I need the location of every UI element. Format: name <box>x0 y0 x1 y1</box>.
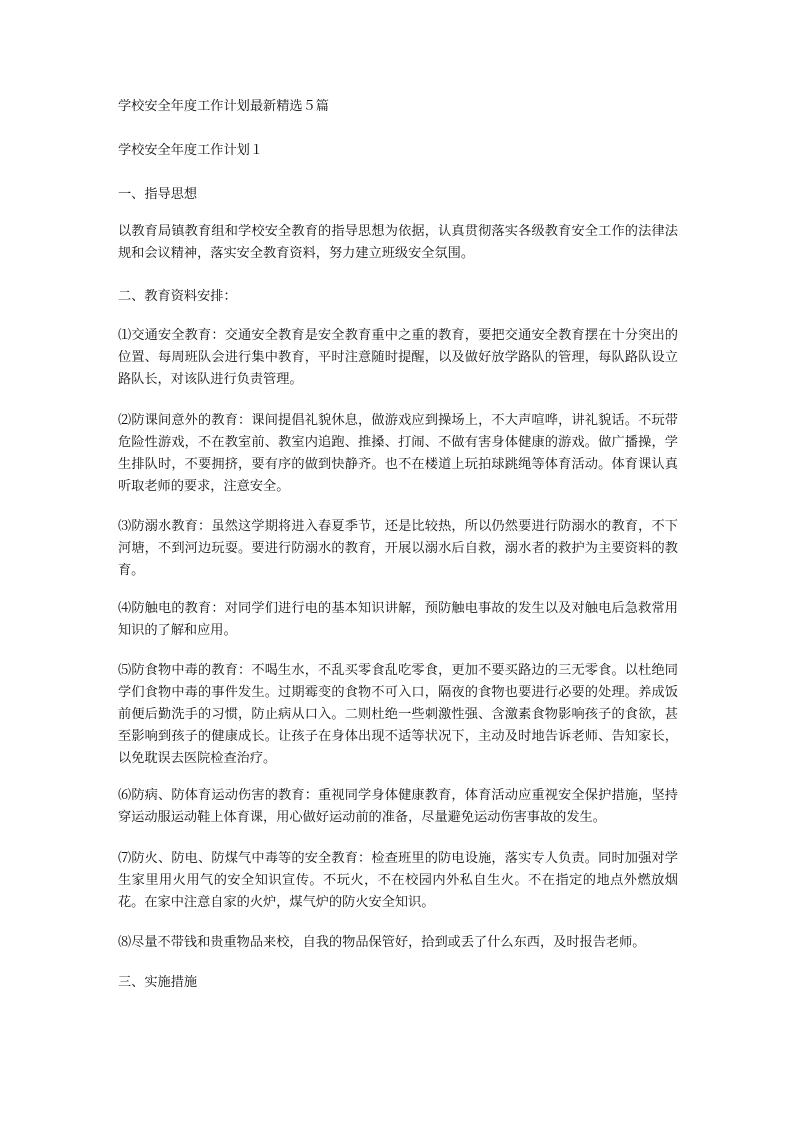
plan-subtitle: 学校安全年度工作计划１ <box>118 143 264 158</box>
item-food-poisoning: ⑸防食物中毒的教育：不喝生水，不乱买零食乱吃零食，更加不要买路边的三无零食。以杜绝同学们食物中毒的事件发生。过期霉变的食物不可入口，隔夜的食物也要进行必要的处理。养成饭前便后勤洗手的习惯，防止病从口入。二则杜绝一些刺激性强、含激素食物影响孩子的食欲，甚至影响到孩子的健康成长。让孩子在身体出现不适等状况下，主动及时地告诉老师、告知家长，以免耽误去医院检查治疗。 <box>118 663 678 766</box>
item-traffic-safety: ⑴交通安全教育：交通安全教育是安全教育重中之重的教育，要把交通安全教育摆在十分突出的位置、每周班队会进行集中教育，平时注意随时提醒，以及做好放学路队的管理，每队路队设立路队长，对该队进行负责管理。 <box>118 328 678 387</box>
section-heading-guiding: 一、指导思想 <box>118 187 198 202</box>
section-heading-content: 二、教育资料安排： <box>118 289 237 304</box>
section-heading-measures: 三、实施措施 <box>118 975 198 990</box>
item-break-accident: ⑵防课间意外的教育：课间提倡礼貌休息，做游戏应到操场上，不大声喧哗，讲礼貌话。不玩带危险性游戏，不在教室前、教室内追跑、推搡、打闹、不做有害身体健康的游戏。做广播操，学生排队时，不要拥挤，要有序的做到快静齐。也不在楼道上玩拍球跳绳等体育活动。体育课认真听取老师的要求，注意安全。 <box>118 413 678 494</box>
item-drowning: ⑶防溺水教育：虽然这学期将进入春夏季节，还是比较热，所以仍然要进行防溺水的教育，不下河塘，不到河边玩耍。要进行防溺水的教育，开展以溺水后自救，溺水者的救护为主要资料的教育。 <box>118 519 678 578</box>
item-electric-shock: ⑷防触电的教育：对同学们进行电的基本知识讲解，预防触电事故的发生以及对触电后急救常用知识的了解和应用。 <box>118 601 678 638</box>
item-fire-safety: ⑺防火、防电、防煤气中毒等的安全教育：检查班里的防电设施，落实专人负责。同时加强对学生家里用火用气的安全知识宣传。不玩火，不在校园内外私自生火。不在指定的地点外燃放烟花。在家中注意自家的火炉，煤气炉的防火安全知识。 <box>118 851 678 910</box>
item-valuables: ⑻尽量不带钱和贵重物品来校，自我的物品保管好，拾到或丢了什么东西，及时报告老师。 <box>118 935 646 950</box>
guiding-paragraph: 以教育局镇教育组和学校安全教育的指导思想为依据，认真贯彻落实各级教育安全工作的法律法规和会议精神，落实安全教育资料，努力建立班级安全氛围。 <box>118 224 678 261</box>
item-sports-injury: ⑹防病、防体育运动伤害的教育：重视同学身体健康教育，体育活动应重视安全保护措施，坚持穿运动服运动鞋上体育课，用心做好运动前的准备，尽量避免运动伤害事故的发生。 <box>118 788 678 825</box>
document-title: 学校安全年度工作计划最新精选５篇 <box>118 99 329 114</box>
